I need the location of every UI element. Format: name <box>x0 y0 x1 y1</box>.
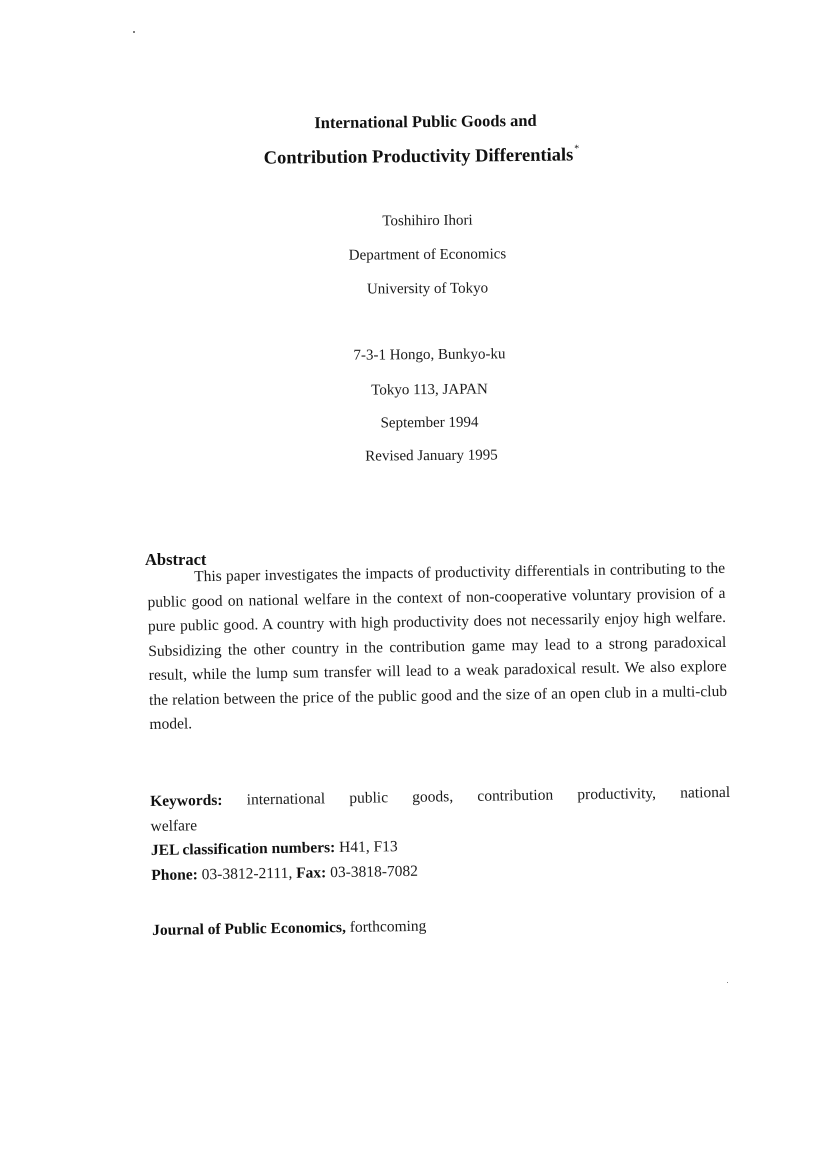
paper-title-line-2 <box>8 141 827 173</box>
jel-value: H41, F13 <box>338 838 398 857</box>
paper-title-line-1 <box>12 108 827 137</box>
publication-status: forthcoming <box>349 917 427 936</box>
abstract-body: This paper investigates the impacts of productivity differentials in contributing to the public good on national welfare in the context of non-cooperative voluntary provision of a pure public good. A country with high productivity does not necessarily enjoy high welfare. Subsidizing the other country in the contribution game may lead to a strong paradoxical result, while the lump sum transfer will lead to a weak paradoxical result. We also explore the relation between the price of the public good and the size of an open club in a multi-club model. <box>147 559 728 733</box>
abstract-heading: Abstract <box>145 550 207 569</box>
address-city: Tokyo 113, JAPAN <box>371 381 488 399</box>
author-university: University of Tokyo <box>366 280 489 298</box>
keywords-label: Keywords: <box>150 791 223 810</box>
scan-speck <box>727 982 728 983</box>
title-line-2-text: Contribution Productivity Differentials <box>263 145 574 169</box>
keywords-block <box>150 781 731 888</box>
phone-label: Phone: <box>151 865 198 884</box>
publication-line <box>152 918 427 940</box>
author-name: Toshihiro Ihori <box>382 212 473 230</box>
jel-label: JEL classification numbers: <box>150 839 336 859</box>
journal-name: Journal of Public Economics, <box>152 918 347 939</box>
keywords-text: international public goods, contribution productivity, national <box>246 783 731 809</box>
date-original: September 1994 <box>380 414 479 432</box>
address-street: 7-3-1 Hongo, Bunkyo-ku <box>353 346 506 364</box>
date-revised: Revised January 1995 <box>365 447 498 465</box>
title-line-1-text: International Public Goods and <box>314 110 537 133</box>
author-department: Department of Economics <box>348 246 507 264</box>
title-footnote-mark: * <box>574 143 580 155</box>
scan-speck <box>133 31 135 33</box>
phone-number: 03-3812-2111, <box>201 864 293 883</box>
fax-label: Fax: <box>295 863 327 882</box>
keywords-continuation: welfare <box>150 816 198 835</box>
fax-number: 03-3818-7082 <box>330 862 419 881</box>
